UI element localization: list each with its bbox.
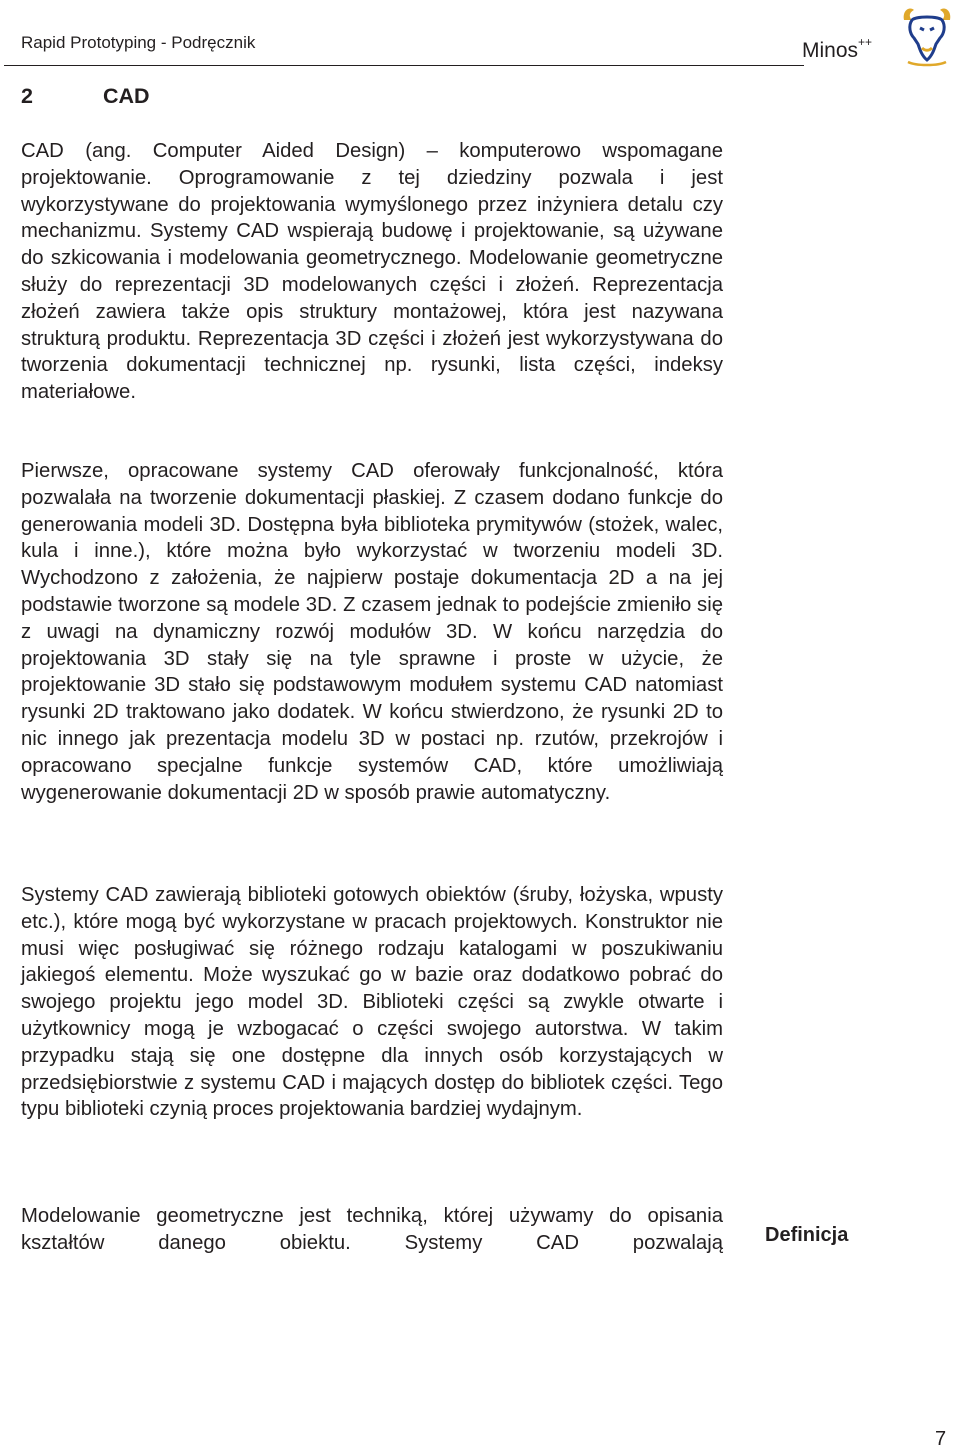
header-rule: [4, 65, 804, 66]
page-number: 7: [935, 1428, 947, 1450]
minos-bull-logo-icon: [898, 4, 956, 70]
brand-name: Minos: [802, 39, 859, 62]
margin-note-definition: Definicja: [765, 1224, 849, 1246]
running-header-title: Rapid Prototyping - Podręcznik: [21, 33, 256, 52]
paragraph: Systemy CAD zawierają biblioteki gotowych obiektów (śruby, łożyska, wpusty etc.), które mogą być wykorzystane w pracach projektowych. Konstruktor nie musi więc posługiwać się różnego rodzaju katalogami w poszukiwaniu jakiegoś elementu. Może wyszukać go w bazie oraz dodatkowo pobrać do swojego projektu jego model 3D. Biblioteki części są zwykle otwarte i użytkownicy mogą je wzbogacać o części swojego autorstwa. W takim przypadku stają się one dostępne dla innych osób korzystających w przedsiębiorstwie z systemu CAD i mających dostęp do bibliotek części. Tego typu biblioteki czynią proces projektowania bardziej wydajnym.: [21, 884, 723, 1121]
header-brand: [802, 35, 873, 63]
brand-superscript: ++: [858, 35, 873, 49]
chapter-title: CAD: [103, 84, 150, 108]
chapter-number: 2: [21, 84, 33, 108]
paragraph: CAD (ang. Computer Aided Design) – komputerowo wspomagane projektowanie. Oprogramowanie z tej dziedziny pozwala i jest wykorzystywane do projektowania wymyślonego przez inżyniera detalu czy mechanizmu. Systemy CAD wspierają budowę i projektowanie, są używane do szkicowania i modelowania geometrycznego. Modelowanie geometryczne służy do reprezentacji 3D modelowanych części i złożeń. Reprezentacja złożeń zawiera także opis struktury montażowej, która jest nazywana strukturą produktu. Reprezentacja 3D części i złożeń jest wykorzystywana do tworzenia dokumentacji technicznej np. rysunki, lista części, indeksy materiałowe.: [21, 140, 723, 404]
paragraph: Pierwsze, opracowane systemy CAD oferowały funkcjonalność, która pozwalała na tworzenie dokumentacji płaskiej. Z czasem dodano funkcje do generowania modeli 3D. Dostępna była biblioteka prymitywów (stożek, walec, kula i inne.), które można było wykorzystać w tworzeniu modeli 3D. Wychodzono z założenia, że najpierw postaje dokumentacja 2D a na jej podstawie tworzone są modele 3D. Z czasem jednak to podejście zmieniło się z uwagi na dynamiczny rozwój modułów 3D. W końcu narzędzia do projektowania 3D stały się na tyle sprawne i proste w użycie, że projektowanie 3D stało się podstawowym modułem systemu CAD natomiast rysunki 2D traktowano jako dodatek. W końcu stwierdzono, że rysunki 2D to nic innego jak prezentacja modelu 3D w postaci np. rzutów, przekrojów i opracowano specjalne funkcje systemów CAD, które umożliwiają wygenerowanie dokumentacji 2D w sposób prawie automatyczny.: [21, 460, 723, 804]
paragraph: Modelowanie geometryczne jest techniką, której używamy do opisania kształtów danego obiektu. Systemy CAD pozwalają: [21, 1205, 723, 1254]
chapter-heading: [21, 84, 150, 109]
